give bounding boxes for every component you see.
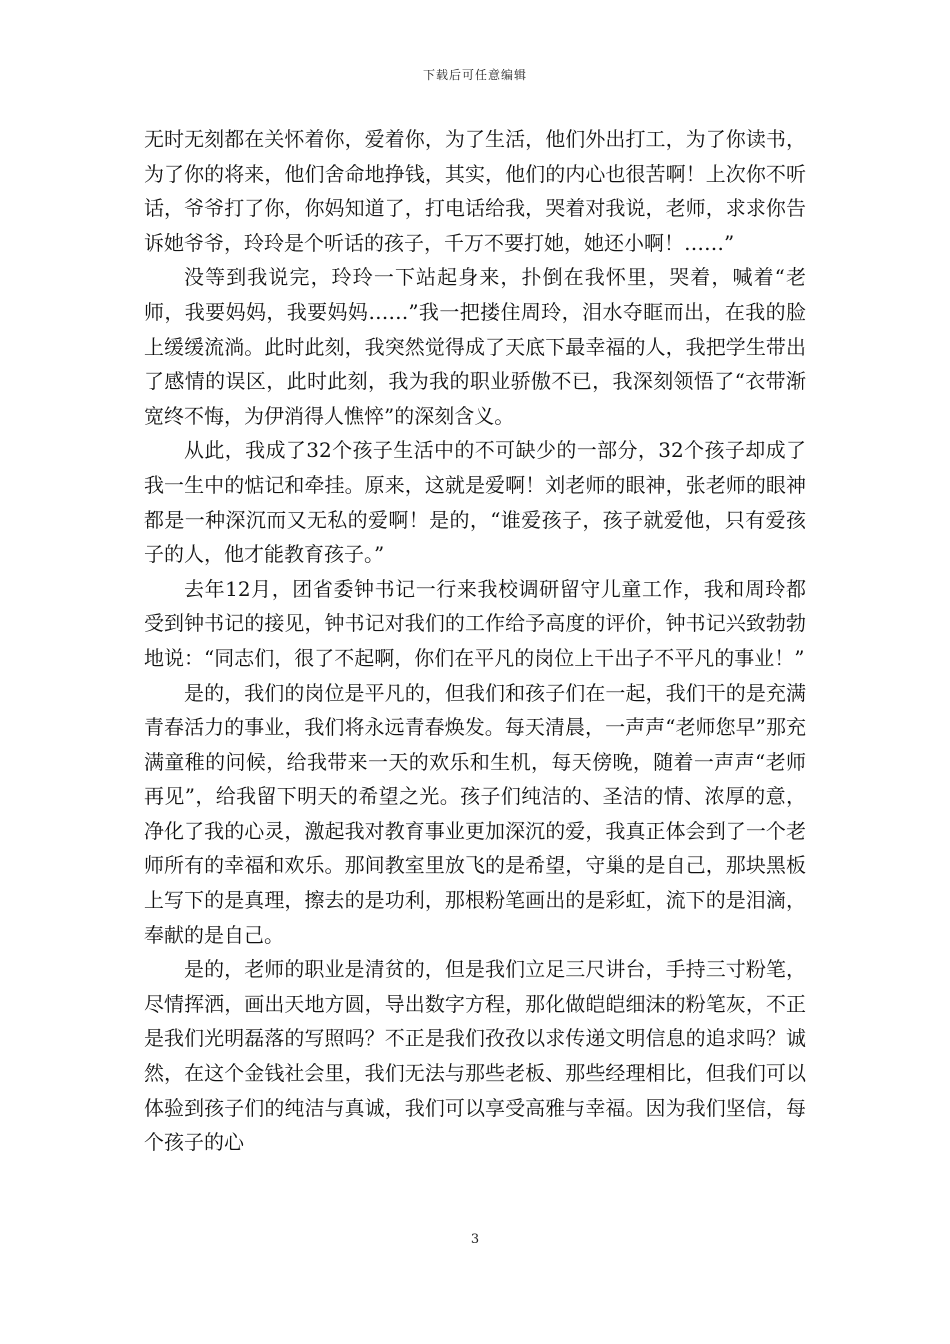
- paragraph: 是的，我们的岗位是平凡的，但我们和孩子们在一起，我们干的是充满青春活力的事业，我们将永远青春焕发。每天清晨，一声声“老师您早”那充满童稚的问候，给我带来一天的欢乐和生机，每天傍晚，随着一声声“老师再见”，给我留下明天的希望之光。孩子们纯洁的、圣洁的情、浓厚的意，净化了我的心灵，激起我对教育事业更加深沉的爱，我真正体会到了一个老师所有的幸福和欢乐。那间教室里放飞的是希望，守巢的是自己，那块黑板上写下的是真理，擦去的是功利，那根粉笔画出的是彩虹，流下的是泪滴，奉献的是自己。: [144, 680, 806, 947]
- document-body: [144, 122, 806, 1160]
- paragraph: 去年12月，团省委钟书记一行来我校调研留守儿童工作，我和周玲都受到钟书记的接见，钟书记对我们的工作给予高度的评价，钟书记兴致勃勃地说：“同志们，很了不起啊，你们在平凡的岗位上干出子不平凡的事业！”: [144, 576, 806, 670]
- paragraph: 是的，老师的职业是清贫的，但是我们立足三尺讲台，手持三寸粉笔，尽情挥洒，画出天地方圆，导出数字方程，那化做皑皑细沫的粉笔灰，不正是我们光明磊落的写照吗？不正是我们孜孜以求传递文明信息的追求吗？诚然，在这个金钱社会里，我们无法与那些老板、那些经理相比，但我们可以体验到孩子们的纯洁与真诚，我们可以享受高雅与幸福。因为我们坚信，每个孩子的心: [144, 957, 806, 1155]
- page-number: 3: [470, 1232, 480, 1247]
- paragraph: 没等到我说完，玲玲一下站起身来，扑倒在我怀里，哭着，喊着“老师，我要妈妈，我要妈妈……”我一把搂住周玲，泪水夺眶而出，在我的脸上缓缓流淌。此时此刻，我突然觉得成了天底下最幸福的人，我把学生带出了感情的误区，此时此刻，我为我的职业骄傲不已，我深刻领悟了“衣带渐宽终不悔，为伊消得人憔悴”的深刻含义。: [144, 265, 806, 428]
- paragraph: 从此，我成了32个孩子生活中的不可缺少的一部分，32个孩子却成了我一生中的惦记和牵挂。原来，这就是爱啊！刘老师的眼神，张老师的眼神都是一种深沉而又无私的爱啊！是的，“谁爱孩子，孩子就爱他，只有爱孩子的人，他才能教育孩子。”: [144, 438, 806, 567]
- paragraph-continued: 无时无刻都在关怀着你，爱着你，为了生活，他们外出打工，为了你读书，为了你的将来，他们舍命地挣钱，其实，他们的内心也很苦啊！上次你不听话，爷爷打了你，你妈知道了，打电话给我，哭着对我说，老师，求求你告诉她爷爷，玲玲是个听话的孩子，千万不要打她，她还小啊！……”: [144, 127, 806, 255]
- page-header: 下载后可任意编辑: [422, 68, 527, 82]
